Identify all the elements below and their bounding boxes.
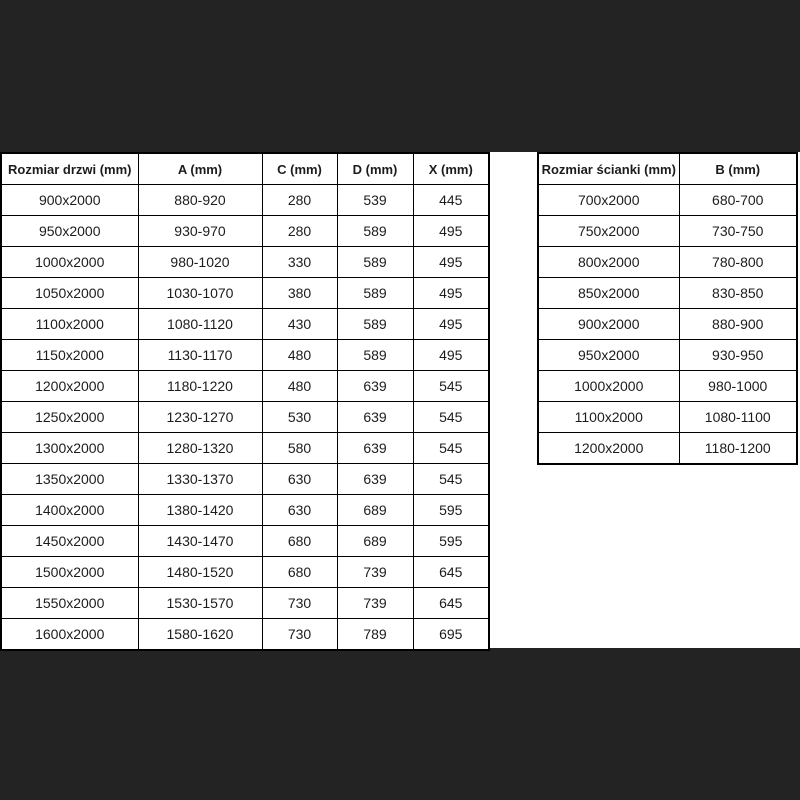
table-cell: 1230-1270 [138, 402, 262, 433]
table-cell: 900x2000 [538, 309, 679, 340]
table-row [1, 340, 489, 371]
column-header: C (mm) [262, 153, 337, 185]
table-cell: 1030-1070 [138, 278, 262, 309]
table-cell: 730-750 [679, 216, 797, 247]
table-row [1, 309, 489, 340]
table-cell: 1080-1100 [679, 402, 797, 433]
table-cell: 1280-1320 [138, 433, 262, 464]
table-cell: 445 [413, 185, 489, 216]
table-cell: 639 [337, 402, 413, 433]
table-cell: 1350x2000 [1, 464, 138, 495]
table-cell: 1400x2000 [1, 495, 138, 526]
table-cell: 1050x2000 [1, 278, 138, 309]
table-cell: 495 [413, 340, 489, 371]
table-cell: 1430-1470 [138, 526, 262, 557]
table-row [1, 526, 489, 557]
table-cell: 730 [262, 619, 337, 651]
table-cell: 639 [337, 371, 413, 402]
table-cell: 1180-1200 [679, 433, 797, 465]
table-cell: 1130-1170 [138, 340, 262, 371]
table-cell: 1600x2000 [1, 619, 138, 651]
table-row [1, 185, 489, 216]
table-cell: 930-970 [138, 216, 262, 247]
table-cell: 730 [262, 588, 337, 619]
table-cell: 589 [337, 216, 413, 247]
table-row [1, 495, 489, 526]
table-cell: 280 [262, 185, 337, 216]
table-cell: 495 [413, 278, 489, 309]
table-cell: 589 [337, 247, 413, 278]
table-cell: 680-700 [679, 185, 797, 216]
column-header: B (mm) [679, 153, 797, 185]
table-row [538, 309, 797, 340]
table-cell: 1080-1120 [138, 309, 262, 340]
table-row [1, 433, 489, 464]
table-cell: 880-920 [138, 185, 262, 216]
table-cell: 480 [262, 371, 337, 402]
table-cell: 900x2000 [1, 185, 138, 216]
table-cell: 380 [262, 278, 337, 309]
table-cell: 850x2000 [538, 278, 679, 309]
table-cell: 980-1000 [679, 371, 797, 402]
table-cell: 680 [262, 526, 337, 557]
table-cell: 595 [413, 495, 489, 526]
table-row [538, 278, 797, 309]
table-cell: 630 [262, 464, 337, 495]
table-cell: 880-900 [679, 309, 797, 340]
table-cell: 789 [337, 619, 413, 651]
table-cell: 750x2000 [538, 216, 679, 247]
table-cell: 495 [413, 247, 489, 278]
table-row [538, 402, 797, 433]
table-cell: 480 [262, 340, 337, 371]
table-row [538, 433, 797, 465]
table-cell: 645 [413, 557, 489, 588]
table-cell: 680 [262, 557, 337, 588]
table-row [538, 340, 797, 371]
table-cell: 630 [262, 495, 337, 526]
table-cell: 780-800 [679, 247, 797, 278]
table-row [1, 216, 489, 247]
table-row [1, 402, 489, 433]
table-cell: 330 [262, 247, 337, 278]
table-row [538, 371, 797, 402]
table-cell: 1000x2000 [1, 247, 138, 278]
table-cell: 539 [337, 185, 413, 216]
table-cell: 545 [413, 402, 489, 433]
table-cell: 1100x2000 [538, 402, 679, 433]
table-cell: 589 [337, 278, 413, 309]
table-cell: 1330-1370 [138, 464, 262, 495]
table-cell: 595 [413, 526, 489, 557]
wall-table-header-row [538, 153, 797, 185]
table-cell: 1480-1520 [138, 557, 262, 588]
table-cell: 1200x2000 [1, 371, 138, 402]
table-row [1, 464, 489, 495]
column-header: X (mm) [413, 153, 489, 185]
table-cell: 1300x2000 [1, 433, 138, 464]
table-cell: 739 [337, 557, 413, 588]
table-cell: 645 [413, 588, 489, 619]
table-cell: 1550x2000 [1, 588, 138, 619]
table-row [538, 247, 797, 278]
table-cell: 950x2000 [538, 340, 679, 371]
table-row [1, 278, 489, 309]
table-row [1, 371, 489, 402]
table-row [1, 247, 489, 278]
table-cell: 495 [413, 309, 489, 340]
wall-size-table [537, 152, 798, 465]
table-row [1, 557, 489, 588]
table-cell: 1100x2000 [1, 309, 138, 340]
table-cell: 739 [337, 588, 413, 619]
table-cell: 950x2000 [1, 216, 138, 247]
table-cell: 830-850 [679, 278, 797, 309]
table-row [1, 619, 489, 651]
table-cell: 1580-1620 [138, 619, 262, 651]
column-header: A (mm) [138, 153, 262, 185]
table-cell: 589 [337, 309, 413, 340]
column-header: Rozmiar drzwi (mm) [1, 153, 138, 185]
table-row [538, 216, 797, 247]
table-cell: 695 [413, 619, 489, 651]
table-cell: 530 [262, 402, 337, 433]
table-cell: 280 [262, 216, 337, 247]
table-cell: 700x2000 [538, 185, 679, 216]
table-cell: 1530-1570 [138, 588, 262, 619]
table-cell: 639 [337, 464, 413, 495]
table-cell: 1150x2000 [1, 340, 138, 371]
table-cell: 1180-1220 [138, 371, 262, 402]
table-cell: 689 [337, 495, 413, 526]
table-row [1, 588, 489, 619]
table-cell: 1500x2000 [1, 557, 138, 588]
table-cell: 980-1020 [138, 247, 262, 278]
table-cell: 545 [413, 464, 489, 495]
table-cell: 1380-1420 [138, 495, 262, 526]
table-cell: 1200x2000 [538, 433, 679, 465]
table-cell: 545 [413, 371, 489, 402]
table-cell: 930-950 [679, 340, 797, 371]
column-header: Rozmiar ścianki (mm) [538, 153, 679, 185]
tables-panel [0, 152, 800, 648]
table-cell: 1250x2000 [1, 402, 138, 433]
table-cell: 589 [337, 340, 413, 371]
table-cell: 495 [413, 216, 489, 247]
door-size-table [0, 152, 490, 651]
table-cell: 639 [337, 433, 413, 464]
column-header: D (mm) [337, 153, 413, 185]
table-cell: 800x2000 [538, 247, 679, 278]
door-table-header-row [1, 153, 489, 185]
table-cell: 689 [337, 526, 413, 557]
table-cell: 430 [262, 309, 337, 340]
table-row [538, 185, 797, 216]
table-cell: 545 [413, 433, 489, 464]
table-cell: 580 [262, 433, 337, 464]
table-cell: 1000x2000 [538, 371, 679, 402]
table-cell: 1450x2000 [1, 526, 138, 557]
